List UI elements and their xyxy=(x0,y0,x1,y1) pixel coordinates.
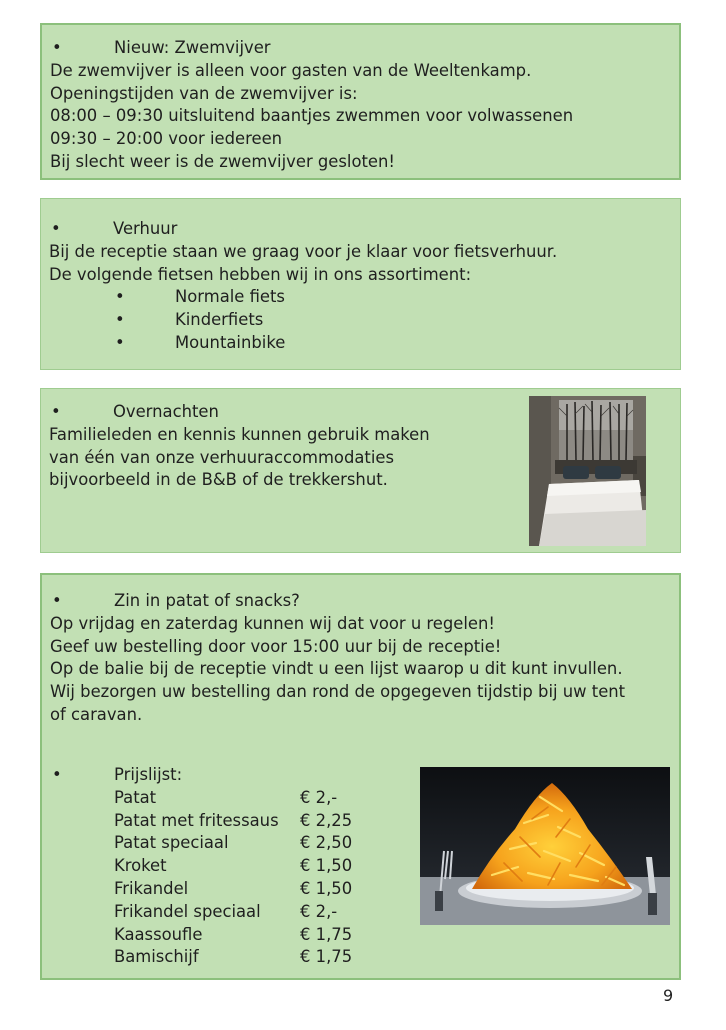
section-overnachten xyxy=(40,388,681,553)
section-snacks xyxy=(40,573,681,980)
text-line: Wij bezorgen uw bestelling dan rond de opgegeven tijdstip bij uw tent xyxy=(50,682,626,702)
pricelist-heading: • Prijslijst: xyxy=(50,764,352,787)
text-line: De volgende fietsen hebben wij in ons assortiment: xyxy=(49,264,472,284)
section-overnachten-text xyxy=(49,401,430,492)
price-row: Bamischijf € 1,75 xyxy=(114,947,353,967)
text-line: Geef uw bestelling door voor 15:00 uur bij de receptie! xyxy=(50,636,502,656)
text-line: Openingstijden van de zwemvijver is: xyxy=(50,83,358,103)
bullet: • xyxy=(51,402,61,421)
section-verhuur-text xyxy=(49,218,557,355)
bullet: • xyxy=(52,765,62,784)
bike-item: • Mountainbike xyxy=(115,332,286,352)
section-heading: • Zin in patat of snacks? xyxy=(50,590,625,613)
section-zwemvijver xyxy=(40,23,681,180)
bike-item: • Normale fiets xyxy=(115,287,285,307)
section-heading: • Nieuw: Zwemvijver xyxy=(50,37,573,60)
section-zwemvijver-text xyxy=(50,37,573,174)
price-row: Frikandel € 1,50 xyxy=(114,878,353,898)
page-number: 9 xyxy=(663,986,674,1005)
section-heading: • Verhuur xyxy=(49,218,557,241)
text-line: Op vrijdag en zaterdag kunnen wij dat voor u regelen! xyxy=(50,613,495,633)
text-line: van één van onze verhuuraccommodaties xyxy=(49,447,395,467)
text-line: Familieleden en kennis kunnen gebruik maken xyxy=(49,424,430,444)
text-line: 09:30 – 20:00 voor iedereen xyxy=(50,129,283,149)
section-verhuur xyxy=(40,198,681,370)
text-line: of caravan. xyxy=(50,704,143,724)
bedroom-photo xyxy=(529,396,646,546)
price-row: Kroket € 1,50 xyxy=(114,856,353,876)
bullet: • xyxy=(51,219,61,238)
bullet: • xyxy=(52,591,62,610)
bullet: • xyxy=(52,38,62,57)
text-line: Bij slecht weer is de zwemvijver gesloten! xyxy=(50,151,395,171)
price-row: Kaassoufle € 1,75 xyxy=(114,924,353,944)
price-row: Frikandel speciaal € 2,- xyxy=(114,901,338,921)
bike-item: • Kinderfiets xyxy=(115,310,264,330)
text-line: bijvoorbeeld in de B&B of de trekkershut. xyxy=(49,470,388,490)
section-snacks-text xyxy=(50,590,625,727)
text-line: De zwemvijver is alleen voor gasten van de Weeltenkamp. xyxy=(50,60,532,80)
price-row: Patat € 2,- xyxy=(114,787,338,807)
text-line: 08:00 – 09:30 uitsluitend baantjes zwemmen voor volwassenen xyxy=(50,106,574,126)
fries-photo xyxy=(420,767,670,925)
price-row: Patat met fritessaus € 2,25 xyxy=(114,810,353,830)
text-line: Bij de receptie staan we graag voor je klaar voor fietsverhuur. xyxy=(49,241,558,261)
price-row: Patat speciaal € 2,50 xyxy=(114,833,353,853)
text-line: Op de balie bij de receptie vindt u een lijst waarop u dit kunt invullen. xyxy=(50,659,623,679)
pricelist xyxy=(50,764,352,969)
section-heading: • Overnachten xyxy=(49,401,430,424)
